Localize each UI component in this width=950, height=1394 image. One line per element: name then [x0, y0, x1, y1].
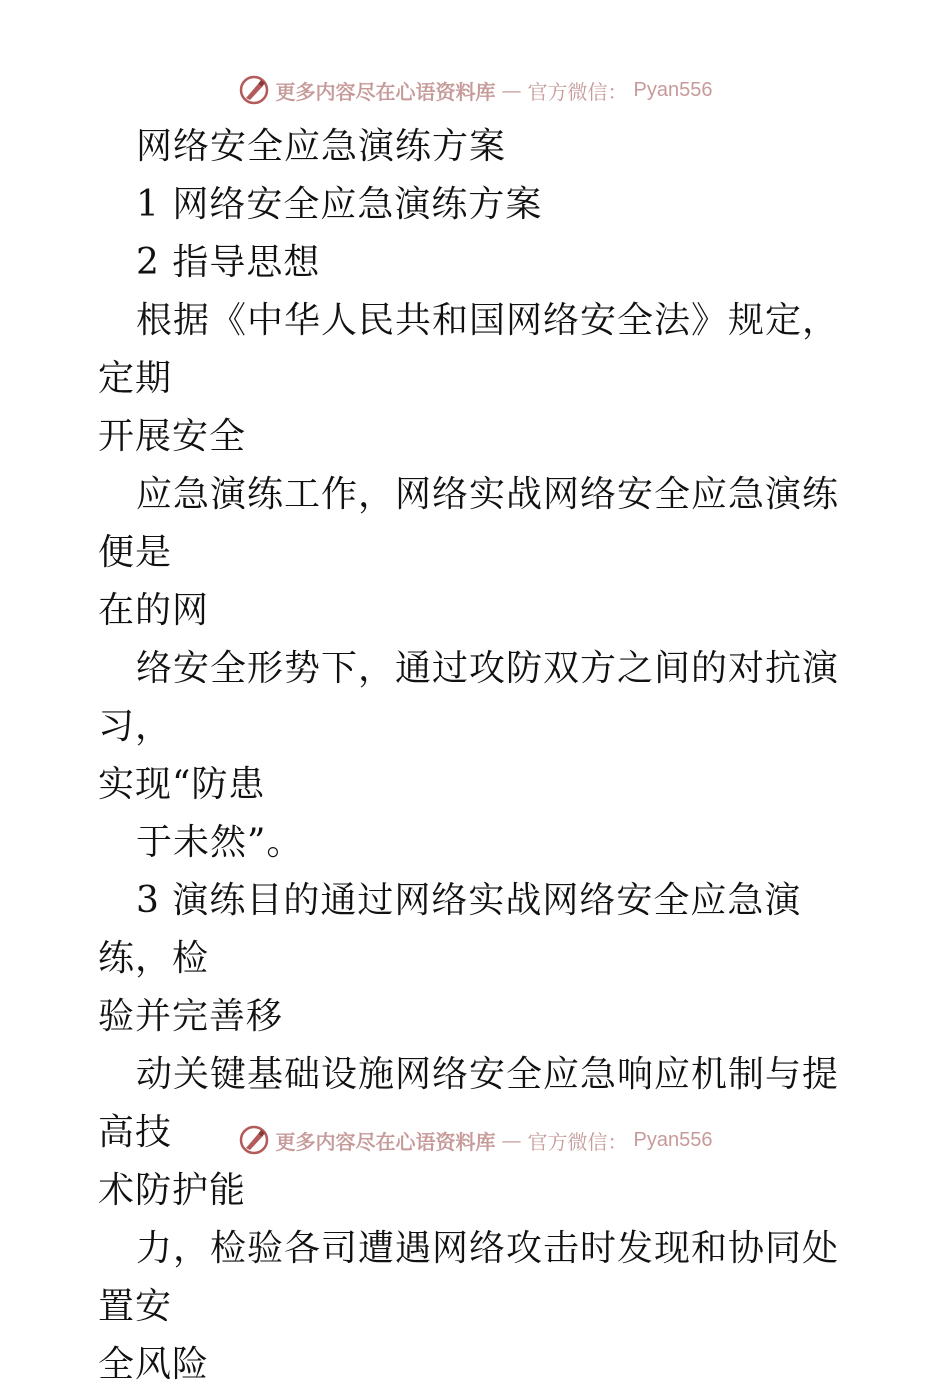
line: 应急演练工作，网络实战网络安全应急演练便是 — [98, 474, 840, 573]
pen-logo-icon — [238, 1124, 270, 1156]
paragraph — [98, 1220, 858, 1394]
line: 2 指导思想 — [136, 242, 321, 283]
watermark-contact-label: 官方微信： — [527, 79, 628, 104]
paragraph — [98, 872, 858, 1046]
watermark-brand: 更多内容尽在心语资料库 — [275, 79, 496, 104]
line: 根据《中华人民共和国网络安全法》规定，定期 — [98, 300, 840, 399]
line: 验并完善移 — [98, 996, 284, 1037]
watermark-contact-label: 官方微信： — [527, 1129, 628, 1154]
line: 3 演练目的通过网络实战网络安全应急演练，检 — [98, 880, 802, 979]
paragraph — [98, 640, 858, 814]
pen-logo-icon — [238, 74, 270, 106]
paragraph — [98, 234, 858, 292]
paragraph — [98, 292, 858, 466]
line: 术防护能 — [98, 1170, 247, 1211]
header-watermark — [0, 70, 950, 110]
line: 在的网 — [98, 590, 210, 631]
line: 络安全形势下，通过攻防双方之间的对抗演习， — [98, 648, 840, 747]
line: 开展安全 — [98, 416, 247, 457]
line: 网络安全应急演练方案 — [136, 126, 507, 167]
paragraph — [98, 814, 858, 872]
paragraph — [98, 466, 858, 640]
watermark-brand: 更多内容尽在心语资料库 — [275, 1129, 496, 1154]
line: 全风险 — [98, 1344, 210, 1385]
footer-watermark — [0, 1120, 950, 1160]
document-body — [98, 118, 858, 1394]
line: 动关键基础设施网络安全应急响应机制与提高技 — [98, 1054, 840, 1153]
watermark-contact-id: Pyan556 — [633, 1128, 713, 1151]
line: 1 网络安全应急演练方案 — [136, 184, 543, 225]
watermark-separator: — — [501, 1128, 522, 1152]
line: 实现“防患 — [98, 764, 266, 805]
line: 于未然”。 — [136, 822, 304, 863]
line: 力，检验各司遭遇网络攻击时发现和协同处置安 — [98, 1228, 840, 1327]
paragraph — [98, 176, 858, 234]
watermark-contact-id: Pyan556 — [633, 78, 713, 101]
watermark-separator: — — [501, 78, 522, 102]
paragraph — [98, 118, 858, 176]
